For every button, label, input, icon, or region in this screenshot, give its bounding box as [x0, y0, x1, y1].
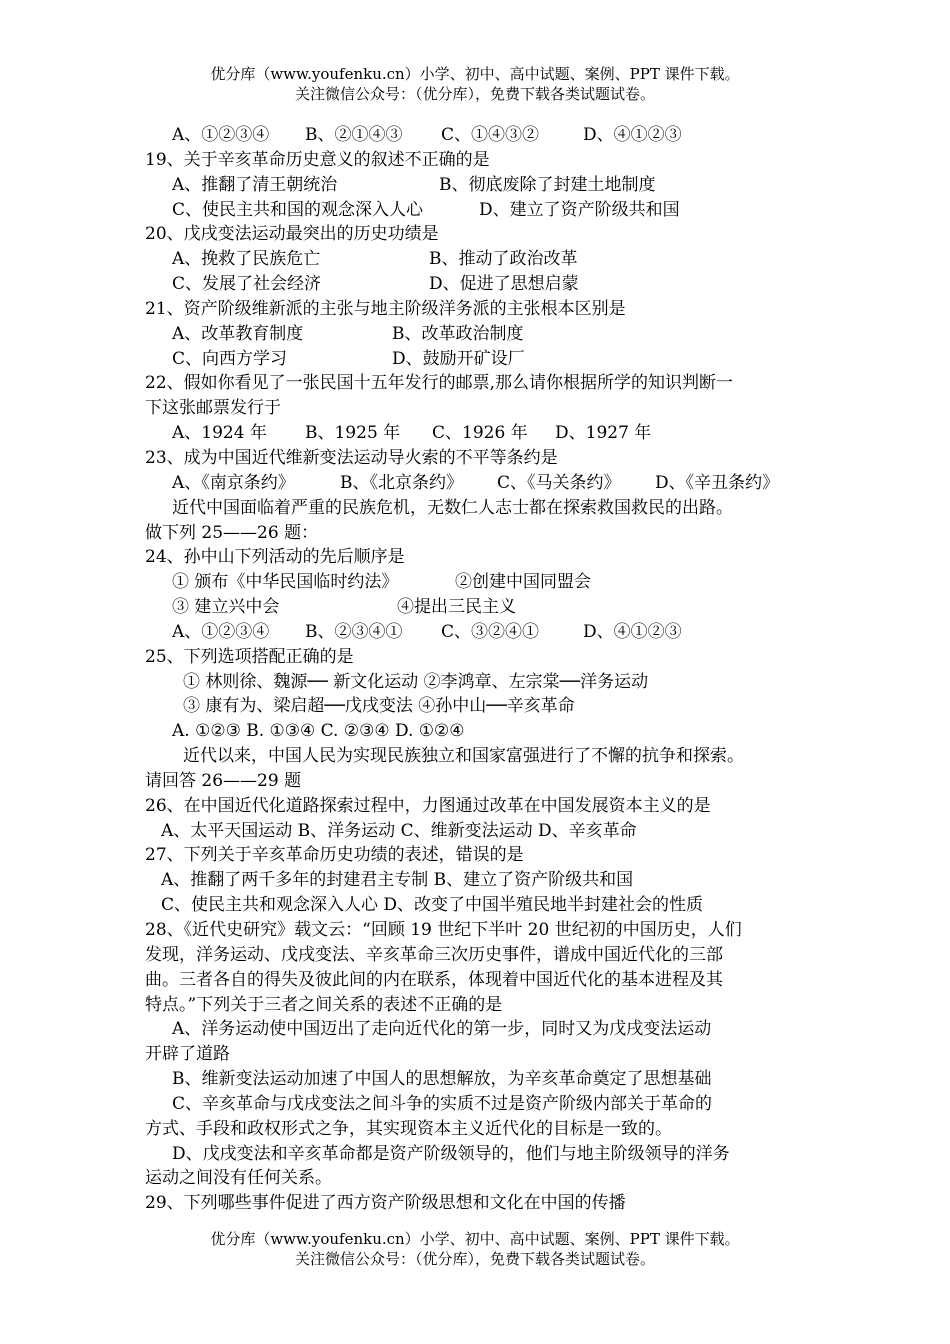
q28-option-b: B、维新变法运动加速了中国人的思想解放，为辛亥革命奠定了思想基础	[172, 1069, 712, 1090]
q20-option-d: D、促进了思想启蒙	[429, 274, 579, 295]
q19-option-c: C、使民主共和国的观念深入人心	[172, 199, 424, 220]
question-content	[145, 123, 825, 1216]
q20-option-b: B、推动了政治改革	[429, 249, 578, 270]
q27-options-row-2: C、使民主共和观念深入人心 D、改变了中国半殖民地半封建社会的性质	[161, 895, 704, 916]
q24-option-d: D、④①②③	[583, 621, 682, 642]
q18-option-b: B、②①④③	[305, 125, 403, 145]
q24-item-3: ③ 建立兴中会	[172, 597, 280, 618]
q29-stem: 29、下列哪些事件促进了西方资产阶级思想和文化在中国的传播	[145, 1193, 626, 1214]
q19-options-row-1	[145, 173, 825, 198]
q22-option-b: B、1925 年	[305, 423, 401, 444]
q24-options	[145, 620, 825, 645]
q24-stem: 24、孙中山下列活动的先后顺序是	[145, 547, 405, 568]
header-line-1: 优分库（www.youfenku.cn）小学、初中、高中试题、案例、PPT 课件下载。	[210, 65, 740, 83]
q24-items-row-1	[145, 570, 825, 595]
q26-stem: 26、在中国近代化道路探索过程中，力图通过改革在中国发展资本主义的是	[145, 795, 711, 816]
q22-option-d: D、1927 年	[555, 423, 652, 444]
q28-option-c-line-1: C、辛亥革命与戊戌变法之间斗争的实质不过是资产阶级内部关于革命的	[172, 1093, 713, 1114]
q18-options	[145, 123, 825, 148]
q24-item-4: ④提出三民主义	[397, 597, 516, 618]
intro-1-line-1: 近代中国面临着严重的民族危机，无数仁人志士都在探索救国救民的出路。	[172, 497, 733, 518]
q28-option-d-line-2: 运动之间没有任何关系。	[145, 1168, 332, 1189]
q21-stem: 21、资产阶级维新派的主张与地主阶级洋务派的主张根本区别是	[145, 298, 626, 319]
q19-options-row-2	[145, 198, 825, 223]
intro-1-line-2: 做下列 25——26 题：	[145, 522, 319, 543]
q22-options	[145, 421, 825, 446]
q28-stem-line-4: 特点。”下列关于三者之间关系的表述不正确的是	[145, 994, 503, 1015]
q18-option-a: A、①②③④	[172, 125, 270, 145]
q24-option-a: A、①②③④	[172, 621, 270, 642]
q19-option-a: A、推翻了清王朝统治	[172, 174, 338, 195]
q27-stem: 27、下列关于辛亥革命历史功绩的表述，错误的是	[145, 845, 524, 866]
footer-line-2: 关注微信公众号：（优分库），免费下载各类试题试卷。	[294, 1250, 655, 1268]
q23-option-d: D、《辛丑条约》	[655, 472, 780, 493]
q18-option-c: C、①④③②	[441, 125, 540, 145]
q20-options-row-2	[145, 272, 825, 297]
q26-options: A、太平天国运动 B、洋务运动 C、维新变法运动 D、辛亥革命	[161, 820, 637, 841]
q28-option-d-line-1: D、戊戌变法和辛亥革命都是资产阶级领导的，他们与地主阶级领导的洋务	[172, 1143, 730, 1164]
q18-option-d: D、④①②③	[583, 125, 682, 145]
q20-options-row-1	[145, 247, 825, 272]
q28-option-a-line-1: A、洋务运动使中国迈出了走向近代化的第一步，同时又为戊戌变法运动	[172, 1019, 712, 1040]
q21-option-c: C、向西方学习	[172, 348, 288, 369]
q23-option-a: A、《南京条约》	[172, 472, 295, 493]
q22-stem-line-2: 下这张邮票发行于	[145, 398, 281, 419]
q25-options: A. ①②③ B. ①③④ C. ②③④ D. ①②④	[172, 721, 465, 742]
q28-option-a-line-2: 开辟了道路	[145, 1044, 230, 1065]
q22-option-c: C、1926 年	[432, 423, 528, 444]
q23-option-b: B、《北京条约》	[340, 472, 463, 493]
q22-option-a: A、1924 年	[172, 423, 267, 444]
q25-row-2: ③ 康有为、梁启超──戊戌变法 ④孙中山──辛亥革命	[183, 696, 575, 717]
page-header	[0, 64, 950, 104]
q24-item-2: ②创建中国同盟会	[455, 572, 591, 593]
header-line-2: 关注微信公众号：（优分库），免费下载各类试题试卷。	[294, 85, 655, 103]
q28-stem-line-3: 曲。三者各自的得失及彼此间的内在联系，体现着中国近代化的基本进程及其	[145, 969, 723, 990]
q20-option-a: A、挽救了民族危亡	[172, 249, 321, 270]
q21-option-a: A、改革教育制度	[172, 323, 304, 344]
q25-stem: 25、下列选项搭配正确的是	[145, 646, 354, 667]
q24-items-row-2	[145, 595, 825, 620]
q23-option-c: C、《马关条约》	[497, 472, 621, 493]
intro-2-line-1: 近代以来，中国人民为实现民族独立和国家富强进行了不懈的抗争和探索。	[183, 746, 744, 767]
q19-option-d: D、建立了资产阶级共和国	[479, 199, 680, 220]
footer-line-1: 优分库（www.youfenku.cn）小学、初中、高中试题、案例、PPT 课件下载。	[210, 1230, 740, 1248]
q21-option-d: D、鼓励开矿设厂	[392, 348, 525, 369]
q25-row-1: ① 林则徐、魏源── 新文化运动 ②李鸿章、左宗棠──洋务运动	[183, 671, 649, 692]
q28-stem-line-2: 发现，洋务运动、戊戌变法、辛亥革命三次历史事件，谱成中国近代化的三部	[145, 944, 723, 965]
q20-option-c: C、发展了社会经济	[172, 274, 322, 295]
page-footer	[0, 1229, 950, 1269]
q21-options-row-2	[145, 347, 825, 372]
q21-options-row-1	[145, 322, 825, 347]
q23-options	[145, 471, 825, 496]
q22-stem-line-1: 22、假如你看见了一张民国十五年发行的邮票,那么请你根据所学的知识判断一	[145, 373, 734, 394]
intro-2-line-2: 请回答 26——29 题	[145, 770, 302, 791]
q24-option-b: B、②③④①	[305, 621, 403, 642]
q27-options-row-1: A、推翻了两千多年的封建君主专制 B、建立了资产阶级共和国	[161, 870, 634, 891]
q21-option-b: B、改革政治制度	[392, 323, 524, 344]
q23-stem: 23、成为中国近代维新变法运动导火索的不平等条约是	[145, 447, 558, 468]
q28-option-c-line-2: 方式、手段和政权形式之争，其实现资本主义近代化的目标是一致的。	[145, 1118, 672, 1139]
q20-stem: 20、戊戌变法运动最突出的历史功绩是	[145, 224, 439, 245]
q24-item-1: ① 颁布《中华民国临时约法》	[172, 572, 399, 593]
q19-option-b: B、彻底废除了封建土地制度	[439, 174, 656, 195]
q24-option-c: C、③②④①	[441, 621, 540, 642]
q19-stem: 19、关于辛亥革命历史意义的叙述不正确的是	[145, 149, 490, 170]
q28-stem-line-1: 28、《近代史研究》载文云：“回顾 19 世纪下半叶 20 世纪初的中国历史，人们	[145, 920, 742, 940]
